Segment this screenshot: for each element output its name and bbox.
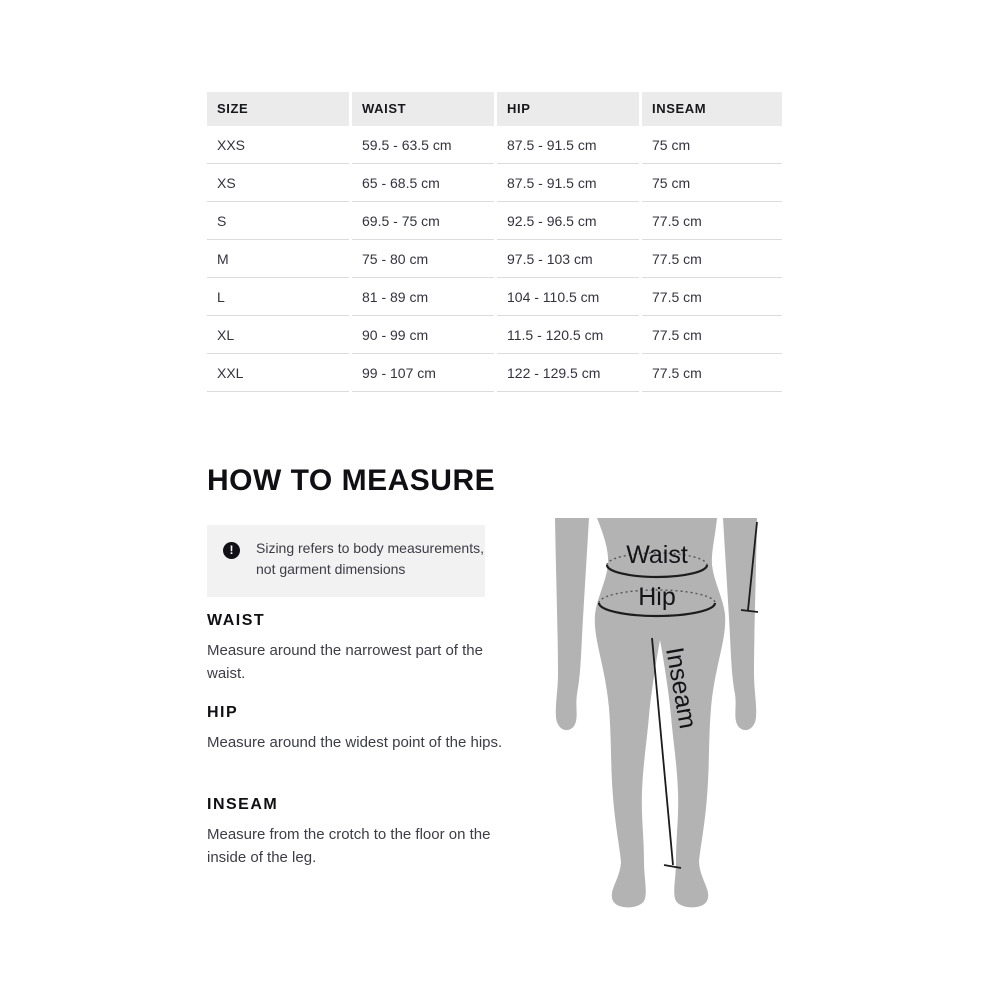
inseam-cell: 77.5 cm [642, 354, 782, 392]
inseam-section [207, 796, 515, 869]
size-cell: XS [207, 164, 349, 202]
inseam-section-text: Measure from the crotch to the floor on the inside of the leg. [207, 826, 491, 866]
size-table [207, 92, 785, 392]
waist-figure-label: Waist [626, 541, 688, 569]
table-row [207, 316, 785, 354]
sizing-note-line1: Sizing refers to body measurements, [256, 540, 484, 556]
waist-section [207, 612, 515, 685]
hip-cell: 87.5 - 91.5 cm [497, 164, 639, 202]
waist-cell: 81 - 89 cm [352, 278, 494, 316]
hip-cell: 87.5 - 91.5 cm [497, 126, 639, 164]
inseam-section-heading: INSEAM [207, 796, 279, 813]
how-to-measure-title: HOW TO MEASURE [207, 464, 496, 497]
hip-cell: 122 - 129.5 cm [497, 354, 639, 392]
hip-figure-label: Hip [638, 583, 676, 611]
inseam-cell: 77.5 cm [642, 316, 782, 354]
waist-cell: 99 - 107 cm [352, 354, 494, 392]
inseam-figure-label: Inseam [660, 645, 702, 731]
hip-section-text: Measure around the widest point of the hips. [207, 734, 503, 751]
waist-cell: 65 - 68.5 cm [352, 164, 494, 202]
size-cell: XL [207, 316, 349, 354]
sizing-note-text [256, 538, 484, 580]
table-row [207, 354, 785, 392]
info-exclamation-circle-icon: ! [223, 542, 240, 559]
waist-section-heading: WAIST [207, 612, 266, 629]
size-cell: S [207, 202, 349, 240]
table-row [207, 240, 785, 278]
hip-cell: 92.5 - 96.5 cm [497, 202, 639, 240]
header-size: SIZE [207, 92, 349, 126]
hip-cell: 11.5 - 120.5 cm [497, 316, 639, 354]
size-cell: XXL [207, 354, 349, 392]
table-row [207, 202, 785, 240]
sizing-note-line2: not garment dimensions [256, 561, 406, 577]
inseam-cell: 75 cm [642, 126, 782, 164]
header-hip: HIP [497, 92, 639, 126]
hip-cell: 104 - 110.5 cm [497, 278, 639, 316]
waist-cell: 75 - 80 cm [352, 240, 494, 278]
table-row [207, 278, 785, 316]
waist-section-text: Measure around the narrowest part of the waist. [207, 642, 483, 682]
header-inseam: INSEAM [642, 92, 782, 126]
header-waist: WAIST [352, 92, 494, 126]
right-arm-silhouette [723, 518, 757, 730]
inseam-cell: 77.5 cm [642, 278, 782, 316]
hip-section-heading: HIP [207, 704, 239, 721]
table-row [207, 164, 785, 202]
inseam-cell: 77.5 cm [642, 240, 782, 278]
hip-section [207, 704, 515, 754]
waist-cell: 59.5 - 63.5 cm [352, 126, 494, 164]
size-cell: XXS [207, 126, 349, 164]
size-table-header-row [207, 92, 785, 126]
inseam-cell: 77.5 cm [642, 202, 782, 240]
inseam-cell: 75 cm [642, 164, 782, 202]
hip-cell: 97.5 - 103 cm [497, 240, 639, 278]
waist-cell: 90 - 99 cm [352, 316, 494, 354]
measurement-figure [545, 518, 775, 908]
waist-cell: 69.5 - 75 cm [352, 202, 494, 240]
left-arm-silhouette [555, 518, 589, 730]
sizing-note [207, 525, 485, 597]
size-cell: M [207, 240, 349, 278]
table-row [207, 126, 785, 164]
size-cell: L [207, 278, 349, 316]
